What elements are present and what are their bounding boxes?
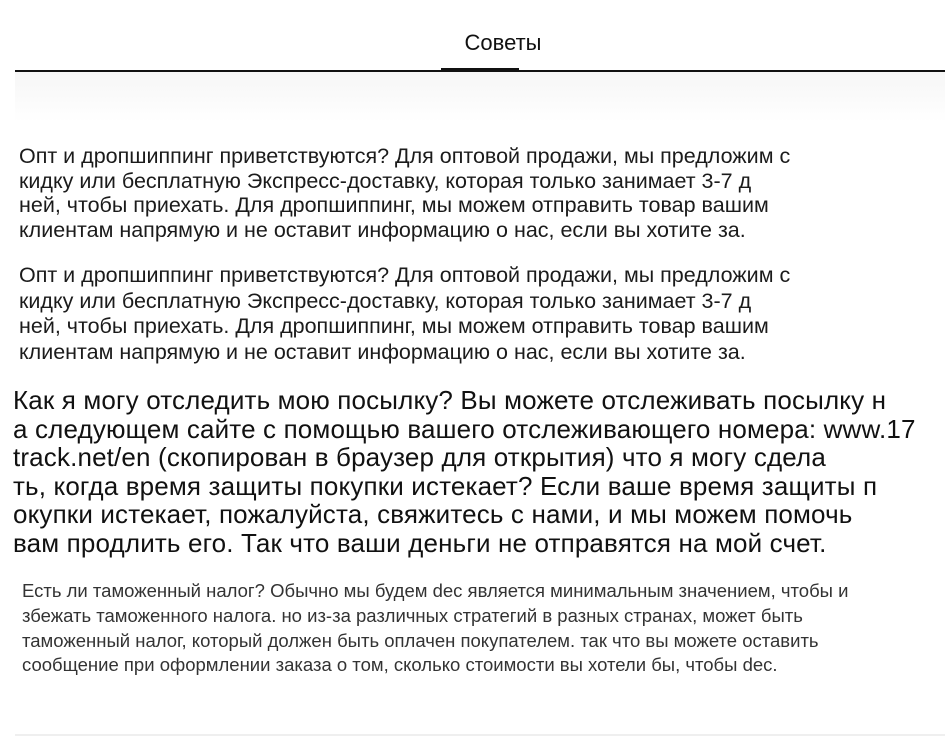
- tab-bar: [15, 0, 945, 72]
- bottom-divider: [15, 734, 945, 736]
- faq-tracking-paragraph: Как я могу отследить мою посылку? Вы можете отслеживать посылку н а следующем сайте с помощью вашего отслеживающего номера: www.17 track.net/en (скопирован в браузер для открытия) что я могу сдела ть, когда время защиты покупки истекает? Если ваше время защиты п окупки истекает, пожалуйста, свяжитесь с нами, и мы можем помочь вам продлить его. Так что ваши деньги не отправятся на мой счет.: [13, 385, 916, 558]
- tab-tips[interactable]: Советы: [464, 30, 542, 55]
- faq-wholesale-paragraph-repeat: Опт и дропшиппинг приветствуются? Для оптовой продажи, мы предложим с кидку или бесплатную Экспресс-доставку, которая только занимает 3-7 д ней, чтобы приехать. Для дропшиппинг, мы можем отправить товар вашим клиентам напрямую и не оставит информацию о нас, если вы хотите за.: [19, 263, 791, 364]
- faq-wholesale-paragraph: Опт и дропшиппинг приветствуются? Для оптовой продажи, мы предложим с кидку или бесплатную Экспресс-доставку, которая только занимает 3-7 д ней, чтобы приехать. Для дропшиппинг, мы можем отправить товар вашим клиентам напрямую и не оставит информацию о нас, если вы хотите за.: [19, 144, 791, 243]
- faq-customs-paragraph: Есть ли таможенный налог? Обычно мы будем dec является минимальным значением, чтобы и збежать таможенного налога. но из-за различных стратегий в разных странах, может быть таможенный налог, который должен быть оплачен покупателем. так что вы можете оставить сообщение при оформлении заказа о том, сколько стоимости вы хотели бы, чтобы dec.: [22, 580, 849, 676]
- content-top-fade: [15, 72, 945, 122]
